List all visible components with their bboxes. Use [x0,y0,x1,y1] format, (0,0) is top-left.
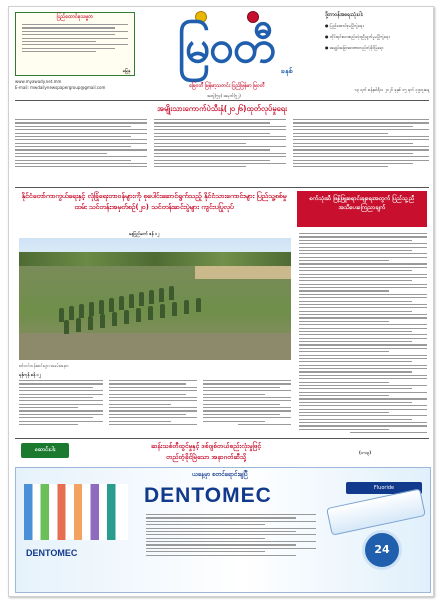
bottom-divider [15,438,429,439]
photo-trees [19,252,291,266]
bottom-headline-2: တည်တံ့ခိုင်မြဲသော အနာဂတ်ဆီသို့ [165,453,247,461]
soldier-figure [89,302,94,316]
soldier-figure [148,306,153,320]
top-left-box-footer: မြေနု [122,68,130,73]
soldier-figure [99,300,104,314]
story-1-divider [15,187,429,188]
soldier-figure [69,306,74,320]
ad-banner: ယနေ့မှာ စတင်ရောင်းချပြီ [192,471,248,478]
soldier-figure [76,318,81,332]
soldier-figure [184,300,189,314]
soldier-figure [119,296,124,310]
soldier-figure [129,294,134,308]
masthead-tagline: မြေဝတီ မြန်မာ့သတင်း ပြည်မြန်မာ မြဝတီ [189,83,265,89]
right-headline: စက်သုံးဆီ ဖြန့်ဖြူးရောင်းချရေးအတွက် ပြည်သူ့ညီ အသိပေးကြေညာချက် [309,196,415,211]
advertisement [15,467,431,593]
soldier-figure [112,312,117,326]
top-right-item-1: ● ပြည်ထောင်စုမပြိုကွဲရေး [325,23,364,28]
soldier-figure [59,308,64,322]
story-1-col-3 [293,119,429,170]
dateline-2: ရန်ကုန် ဇန် ၁၂ [19,372,41,377]
soldier-figure [100,314,105,328]
soldier-figure [79,304,84,318]
right-headline-box [297,191,427,227]
soldier-figure [124,310,129,324]
bottom-headline: ဆန်းသစ်တီထွင်မှုနှင့် ဒစ်ဂျစ်တယ်စည်းလုံးမှုဖြင့် [151,442,261,450]
date-line: ၁၃ ရက် ဇန်နဝါရီလ ၂၀၂၆ ခုနှစ် ၁၅ ရက် ဗုဒ္ဓဟူးနေ့ [354,87,429,92]
issue-line: အတွဲ(၅၃) အမှတ်(၅၂) [207,93,241,98]
headline-2: နိုင်ငံတော်ကာကွယ်ရေးနှင့် လုံခြုံရေးတာဝန်များကို စုပေါင်းဆောင်ရွက်သည့် နိုင်ငံသားကောင်းများ ပြည်သူ့စစ်မှုထမ်း သင်တန်းအမှတ်စဉ်(၂၀) သင်တန်းဆင်းပွဲများ ကျင်းပပြုလုပ် [21,192,287,211]
soldier-figure [64,320,69,334]
masthead-title: မြဝတီ [177,22,275,73]
soldier-figure [172,302,177,316]
soldier-figure [196,298,201,312]
story-2-col-1 [19,380,103,427]
photo-caption: စစ်သင်တန်းဆင်းများ အခမ်းအနား [19,363,69,368]
headline-1: အမျိုးသားကောက်ပဲသီးနှံ(၂၀၂၆)ထုတ်လုပ်မှုရေး [157,104,287,113]
ad-toothpaste-tube [326,488,426,535]
ad-text [146,514,316,558]
top-right-box [325,13,429,73]
top-right-item-3: ● အချုပ်အခြာအာဏာတည်တံ့ခိုင်မြဲရေး [325,45,383,50]
soldier-figure [149,290,154,304]
ad-brand: DENTOMEC [144,484,272,507]
story-1-col-2 [154,119,286,170]
right-column-text [299,233,427,436]
photo-ground [19,333,291,360]
top-left-box-title: ပြည်ထောင်စုသမ္မတ [56,14,94,20]
ad-side-brand: DENTOMEC [26,548,78,558]
ad-fluoride-tag: Fluoride [346,482,422,494]
masthead-divider [15,100,429,101]
newspaper-front-page [8,6,434,597]
soldier-figure [159,288,164,302]
page-reference: (၁-၁၃) [359,450,372,455]
email-link[interactable]: E-mail: mwdailynewspapergroup@gmail.com [15,85,106,90]
top-right-box-title: ဒို့တာဝန်အရေးသုံးပါး [325,12,363,18]
ad-badge-number: 24 [374,543,390,556]
article-label: ဆောင်းပါး [21,443,69,458]
story-1-col-1 [15,119,147,170]
ad-24-badge [362,530,402,570]
top-right-item-2: ● တိုင်းရင်းသားစည်းလုံးညီညွတ်မှုမပြိုကွဲရေး [325,34,390,39]
website-link[interactable]: www.myawady.net.mm [15,79,62,84]
ad-toothbrushes [24,484,128,540]
story-2-col-2 [109,380,197,427]
soldier-figure [160,304,165,318]
soldier-figure [136,308,141,322]
top-left-box [15,12,135,76]
soldier-figure [109,298,114,312]
parade-photo [19,238,291,360]
top-left-box-text [22,24,128,54]
masthead-edition: ခနစ် [281,67,293,75]
soldier-figure [88,316,93,330]
soldier-figure [139,292,144,306]
story-2-col-3 [203,380,291,427]
dateline-1: နေပြည်တော် ဇန် ၁၂ [129,231,160,236]
soldier-figure [169,286,174,300]
